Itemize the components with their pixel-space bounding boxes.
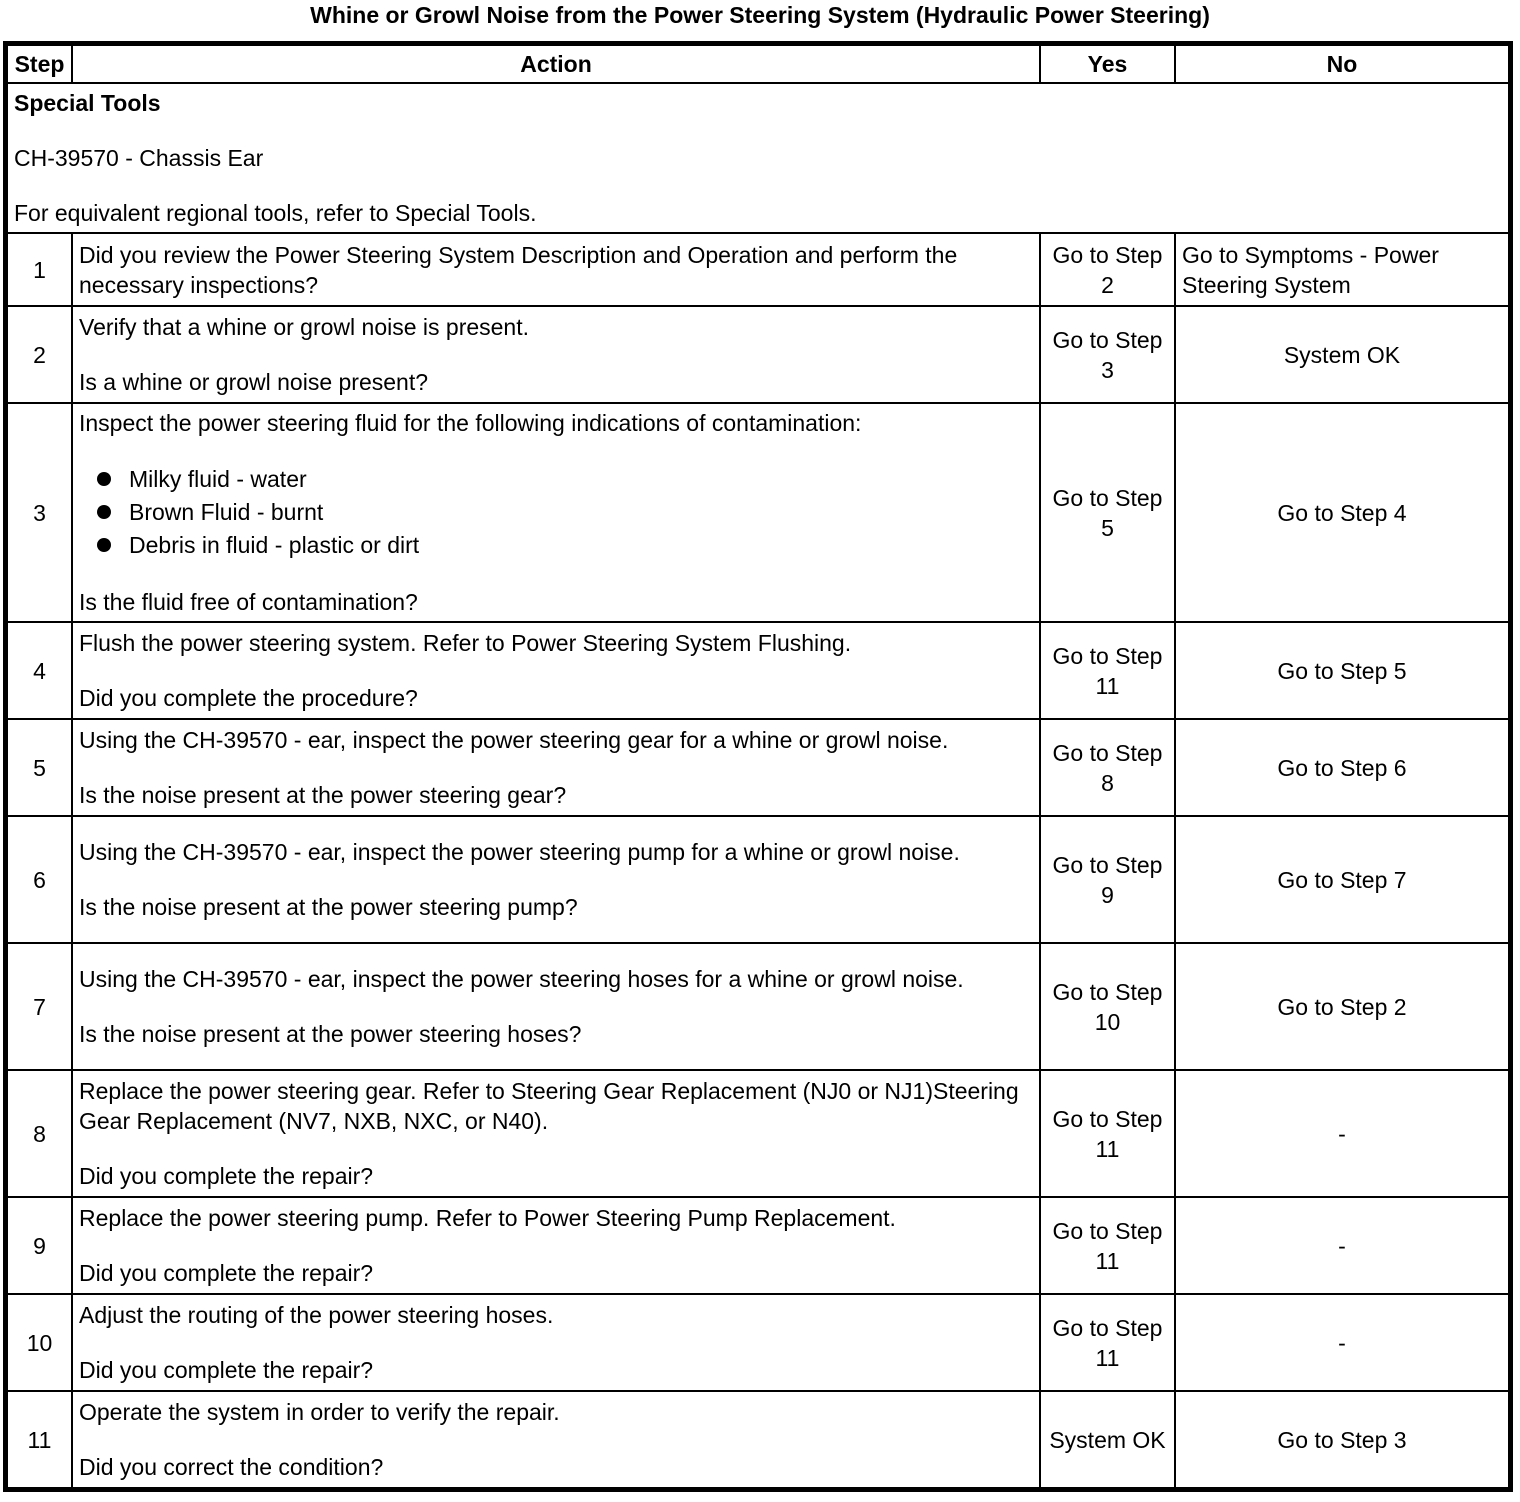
contamination-list	[79, 463, 1033, 562]
action-question: Is the noise present at the power steering gear?	[79, 782, 567, 808]
special-tool-item: CH-39570 - Chassis Ear	[14, 145, 264, 171]
action-text: Did you review the Power Steering System Description and Operation and perform the necessary inspections?	[72, 233, 1040, 306]
bullet-icon	[97, 472, 111, 486]
action-question: Did you correct the condition?	[79, 1454, 384, 1480]
special-tools-cell	[7, 83, 1509, 233]
header-row	[7, 45, 1509, 83]
action-text: Adjust the routing of the power steering hoses.	[79, 1302, 554, 1328]
table-row	[7, 1391, 1509, 1488]
action-question: Did you complete the repair?	[79, 1260, 374, 1286]
step-number: 1	[7, 233, 72, 306]
action-text: Flush the power steering system. Refer to Power Steering System Flushing.	[79, 630, 852, 656]
header-action: Action	[72, 45, 1040, 83]
no-result: Go to Symptoms - Power Steering System	[1175, 233, 1509, 306]
table-row	[7, 1197, 1509, 1294]
no-result: Go to Step 7	[1175, 816, 1509, 943]
no-result: Go to Step 3	[1175, 1391, 1509, 1488]
yes-result: Go to Step 11	[1040, 1294, 1175, 1391]
step-number: 8	[7, 1070, 72, 1197]
header-step: Step	[7, 45, 72, 83]
list-item: Milky fluid - water	[97, 463, 1033, 496]
special-tools-note: For equivalent regional tools, refer to Special Tools.	[14, 200, 537, 226]
table-row	[7, 403, 1509, 622]
no-result: Go to Step 2	[1175, 943, 1509, 1070]
step-number: 9	[7, 1197, 72, 1294]
action-question: Is the fluid free of contamination?	[79, 589, 418, 615]
action-text: Verify that a whine or growl noise is present.	[79, 314, 530, 340]
action-cell	[72, 816, 1040, 943]
action-text: Replace the power steering pump. Refer to Power Steering Pump Replacement.	[79, 1205, 896, 1231]
action-text: Using the CH-39570 - ear, inspect the power steering hoses for a whine or growl noise.	[79, 966, 964, 992]
diagnostic-table	[6, 44, 1510, 1489]
no-result: -	[1175, 1070, 1509, 1197]
table-row	[7, 233, 1509, 306]
yes-result: Go to Step 8	[1040, 719, 1175, 816]
list-item: Brown Fluid - burnt	[97, 496, 1033, 529]
action-text: Inspect the power steering fluid for the following indications of contamination:	[79, 410, 862, 436]
table-row	[7, 1294, 1509, 1391]
action-cell	[72, 943, 1040, 1070]
action-cell	[72, 1197, 1040, 1294]
yes-result: Go to Step 3	[1040, 306, 1175, 403]
action-text: Replace the power steering gear. Refer to Steering Gear Replacement (NJ0 or NJ1)Steering Gear Replacement (NV7, NXB, NXC, or N40).	[79, 1078, 1019, 1134]
action-cell	[72, 1294, 1040, 1391]
table-row	[7, 719, 1509, 816]
action-question: Did you complete the repair?	[79, 1163, 374, 1189]
step-number: 7	[7, 943, 72, 1070]
action-question: Is the noise present at the power steering pump?	[79, 894, 578, 920]
yes-result: Go to Step 10	[1040, 943, 1175, 1070]
action-text: Using the CH-39570 - ear, inspect the power steering gear for a whine or growl noise.	[79, 727, 949, 753]
header-no: No	[1175, 45, 1509, 83]
table-row	[7, 816, 1509, 943]
yes-result: Go to Step 11	[1040, 1070, 1175, 1197]
action-cell	[72, 622, 1040, 719]
table-row	[7, 1070, 1509, 1197]
table-row	[7, 306, 1509, 403]
yes-result: System OK	[1040, 1391, 1175, 1488]
table-row	[7, 622, 1509, 719]
no-result: Go to Step 5	[1175, 622, 1509, 719]
document-title: Whine or Growl Noise from the Power Steering System (Hydraulic Power Steering)	[310, 2, 1210, 28]
yes-result: Go to Step 9	[1040, 816, 1175, 943]
yes-result: Go to Step 5	[1040, 403, 1175, 622]
special-tools-row	[7, 83, 1509, 233]
action-cell	[72, 403, 1040, 622]
action-question: Is a whine or growl noise present?	[79, 369, 429, 395]
yes-result: Go to Step 11	[1040, 622, 1175, 719]
header-yes: Yes	[1040, 45, 1175, 83]
list-item: Debris in fluid - plastic or dirt	[97, 529, 1033, 562]
step-number: 3	[7, 403, 72, 622]
table-row	[7, 943, 1509, 1070]
bullet-icon	[97, 505, 111, 519]
action-text: Operate the system in order to verify the repair.	[79, 1399, 560, 1425]
no-result: -	[1175, 1197, 1509, 1294]
special-tools-heading: Special Tools	[14, 90, 161, 116]
step-number: 6	[7, 816, 72, 943]
no-result: -	[1175, 1294, 1509, 1391]
step-number: 2	[7, 306, 72, 403]
no-result: Go to Step 4	[1175, 403, 1509, 622]
action-text: Using the CH-39570 - ear, inspect the power steering pump for a whine or growl noise.	[79, 839, 960, 865]
yes-result: Go to Step 11	[1040, 1197, 1175, 1294]
action-cell	[72, 1070, 1040, 1197]
no-result: Go to Step 6	[1175, 719, 1509, 816]
bullet-icon	[97, 538, 111, 552]
step-number: 5	[7, 719, 72, 816]
action-question: Is the noise present at the power steering hoses?	[79, 1021, 582, 1047]
step-number: 4	[7, 622, 72, 719]
action-question: Did you complete the repair?	[79, 1357, 374, 1383]
action-cell	[72, 1391, 1040, 1488]
action-question: Did you complete the procedure?	[79, 685, 418, 711]
step-number: 10	[7, 1294, 72, 1391]
action-cell	[72, 719, 1040, 816]
action-cell	[72, 306, 1040, 403]
yes-result: Go to Step 2	[1040, 233, 1175, 306]
no-result: System OK	[1175, 306, 1509, 403]
step-number: 11	[7, 1391, 72, 1488]
